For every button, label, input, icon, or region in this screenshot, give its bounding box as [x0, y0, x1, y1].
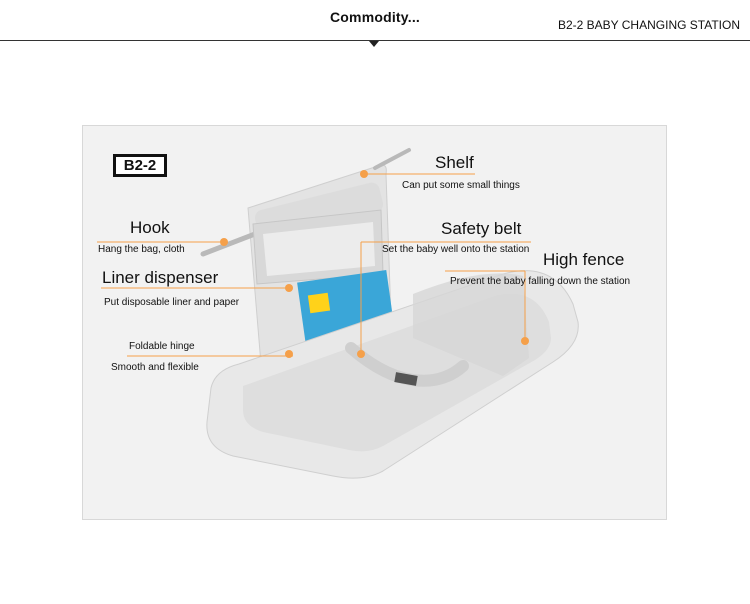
- model-badge: B2-2: [113, 154, 167, 177]
- high-fence-desc: Prevent the baby falling down the station: [450, 276, 631, 287]
- hook-label: Hook: [130, 218, 170, 237]
- page-title: Commodity...: [329, 9, 421, 25]
- shelf-desc: Can put some small things: [402, 180, 520, 191]
- foldable-hinge-desc: Smooth and flexible: [111, 362, 199, 373]
- page-header: [0, 0, 750, 42]
- changing-station-illustration: [83, 126, 666, 519]
- safety-belt-desc: Set the baby well onto the station: [382, 244, 530, 255]
- liner-dispenser-desc: Put disposable liner and paper: [104, 297, 240, 308]
- hook-desc: Hang the bag, cloth: [98, 244, 185, 255]
- shelf-label: Shelf: [435, 153, 474, 172]
- liner-dispenser-label: Liner dispenser: [102, 268, 219, 287]
- safety-belt-label: Safety belt: [441, 219, 522, 238]
- chevron-down-icon: [369, 41, 379, 47]
- foldable-hinge-label: Foldable hinge: [129, 341, 195, 352]
- high-fence-label: High fence: [543, 250, 625, 269]
- product-subtitle: B2-2 BABY CHANGING STATION: [557, 18, 740, 32]
- product-image: [82, 125, 667, 520]
